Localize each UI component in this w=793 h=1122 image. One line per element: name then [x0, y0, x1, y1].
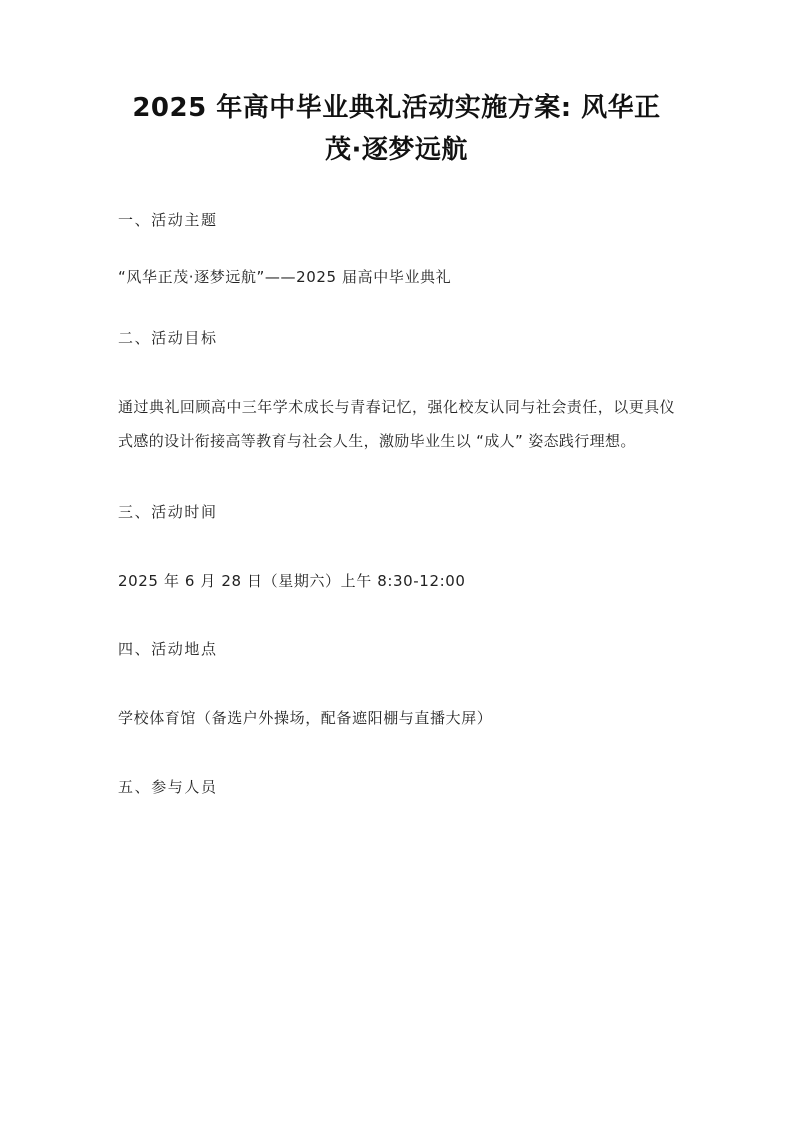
section-5-heading: 五、参与人员 [118, 777, 218, 796]
section-2-body: 通过典礼回顾高中三年学术成长与青春记忆，强化校友认同与社会责任，以更具仪式感的设计衔接高等教育与社会人生，激励毕业生以 “成人” 姿态践行理想。 [118, 398, 675, 451]
section-4-body: 学校体育馆（备选户外操场，配备遮阳棚与直播大屏） [118, 709, 493, 728]
page-title: 2025 年高中毕业典礼活动实施方案: 风华正茂·逐梦远航 [132, 93, 661, 165]
section-3-heading: 三、活动时间 [118, 502, 218, 521]
section-1-heading: 一、活动主题 [118, 211, 218, 230]
section-3-body: 2025 年 6 月 28 日（星期六）上午 8:30-12:00 [118, 571, 466, 590]
document-body [118, 205, 675, 803]
section-2-heading: 二、活动目标 [118, 328, 218, 347]
section-1-body: “风华正茂·逐梦远航”——2025 届高中毕业典礼 [118, 267, 452, 286]
section-4-heading: 四、活动地点 [118, 640, 218, 659]
